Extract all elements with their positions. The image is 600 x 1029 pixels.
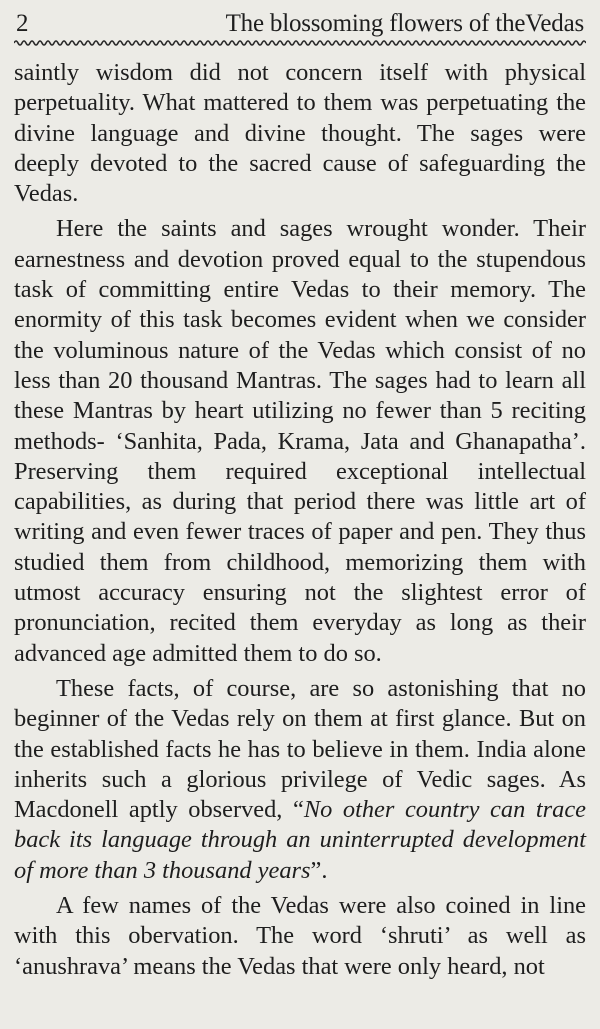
wavy-rule-graphic bbox=[14, 38, 586, 48]
header-wavy-rule bbox=[14, 38, 586, 48]
paragraph-macdonell-tail: ”. bbox=[310, 856, 328, 884]
paragraph-names-of-vedas: A few names of the Vedas were also coined in line with this obervation. The word ‘shruti’ as well as ‘anushrava’ means the Vedas that were only heard, not bbox=[14, 892, 586, 980]
running-title: The blossoming flowers of theVedas bbox=[225, 10, 584, 37]
paragraph-macdonell bbox=[14, 674, 586, 886]
page-header bbox=[14, 0, 586, 38]
macdonell-quote: No other country can trace back its language through an uninterrupted development of more than 3 thousand years bbox=[14, 796, 586, 884]
paragraph-sages-memory: Here the saints and sages wrought wonder. Their earnestness and devotion proved equal to the stupendous task of committing entire Vedas to their memory. The enormity of this task becomes evident when we consider the voluminous nature of the Vedas which consist of no less than 20 thousand Mantras. The sages had to learn all these Mantras by heart utilizing no fewer than 5 reciting methods- ‘Sanhita, Pada, Krama, Jata and Ghanapatha’. Preserving them required exceptional intellectual capabilities, as during that period there was little art of writing and even fewer traces of paper and pen. They thus studied them from childhood, memorizing them with utmost accuracy ensuring not the slightest error of pronunciation, recited them everyday as long as their advanced age admitted them to do so. bbox=[14, 215, 586, 667]
page-number: 2 bbox=[16, 10, 29, 37]
paragraph-macdonell-lead: These facts, of course, are so astonishing that no beginner of the Vedas rely on them at first glance. But on the established facts he has to believe in them. India alone inherits such a glorious privilege of Vedic sages. As Macdonell aptly observed, “ bbox=[14, 674, 586, 824]
paragraph-continued: saintly wisdom did not concern itself with physical perpetuality. What mattered to them was perpetuating the divine language and divine thought. The sages were deeply devoted to the sacred cause of safeguarding the Vedas. bbox=[14, 59, 586, 208]
page-body bbox=[14, 58, 586, 982]
